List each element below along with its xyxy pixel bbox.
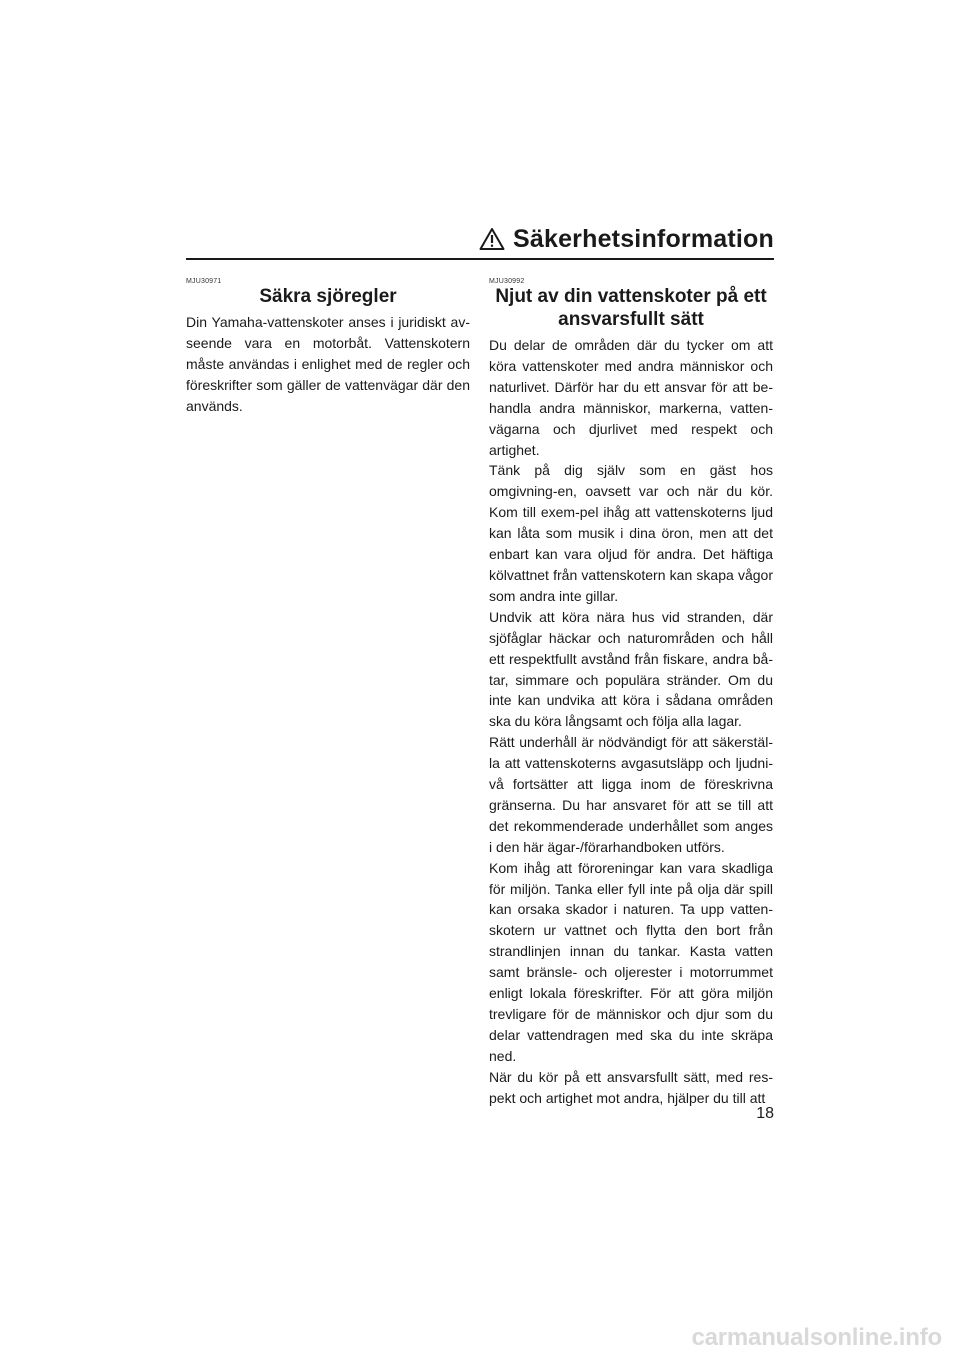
page-header xyxy=(186,222,774,256)
header-divider xyxy=(186,258,774,260)
paragraph: Tänk på dig själv som en gäst hos omgivning-en, oavsett var och när du kör. Kom till exem-pel ihåg att vattenskoterns ljud kan låta som musik i dina öron, men att det enbart kan vara oljud för andra. Det häftiga kölvattnet från vattenskotern kan skapa vågor som andra inte gillar. xyxy=(489,462,773,604)
paragraph: Din Yamaha-vattenskoter anses i juridiskt av-seende vara en motorbåt. Vattenskotern måste användas i enlighet med de regler och föreskrifter som gäller de vattenvägar där den används. xyxy=(186,314,470,414)
watermark: carmanualsonline.info xyxy=(691,1324,942,1351)
section-title-safe-rules: Säkra sjöregler xyxy=(259,286,397,307)
section-ref-code: MJU30992 xyxy=(489,278,525,285)
paragraph: Kom ihåg att föroreningar kan vara skadliga för miljön. Tanka eller fyll inte på olja där spill kan orsaka skador i naturen. Ta upp vatten-skotern ur vattnet och flytta den bort från strandlinjen innan du tankar. Kasta vatten samt bränsle- och oljerester i motorrummet enligt lokala föreskrifter. För att göra miljön trevligare för de människor och djur som du delar vattendragen med ska du inte skräpa ned. xyxy=(489,859,773,1064)
paragraph: Rätt underhåll är nödvändigt för att säkerstäl-la att vattenskoterns avgasutsläpp och ljudni-vå fortsätter att ligga inom de föreskrivna gränserna. Du har ansvaret för att se till att det rekommenderade underhållet som anges i den här ägar-/förarhandboken utförs. xyxy=(489,734,773,855)
right-column xyxy=(489,278,773,1109)
section-title-responsible-riding: Njut av din vattenskoter på ett ansvarsfullt sätt xyxy=(495,286,767,330)
paragraph: Du delar de områden där du tycker om att köra vattenskoter med andra människor och naturlivet. Därför har du ett ansvar för att be-handla andra människor, markerna, vatten-vägarna och djurlivet med respekt och artighet. xyxy=(489,337,773,458)
warning-triangle-icon xyxy=(479,227,505,251)
paragraph: När du kör på ett ansvarsfullt sätt, med res-pekt och artighet mot andra, hjälper du till att xyxy=(489,1068,773,1106)
header-title-group xyxy=(479,222,774,256)
section-ref-code: MJU30971 xyxy=(186,278,222,285)
left-column xyxy=(186,278,470,417)
paragraph: Undvik att köra nära hus vid stranden, där sjöfåglar häckar och naturområden och håll ett respektfullt avstånd från fiskare, andra bå-tar, simmare och populära stränder. Om du inte kan undvika att köra i sådana områden ska du köra långsamt och följa alla lagar. xyxy=(489,608,773,730)
page-title: Säkerhetsinformation xyxy=(512,225,774,253)
page-number: 18 xyxy=(756,1105,774,1122)
